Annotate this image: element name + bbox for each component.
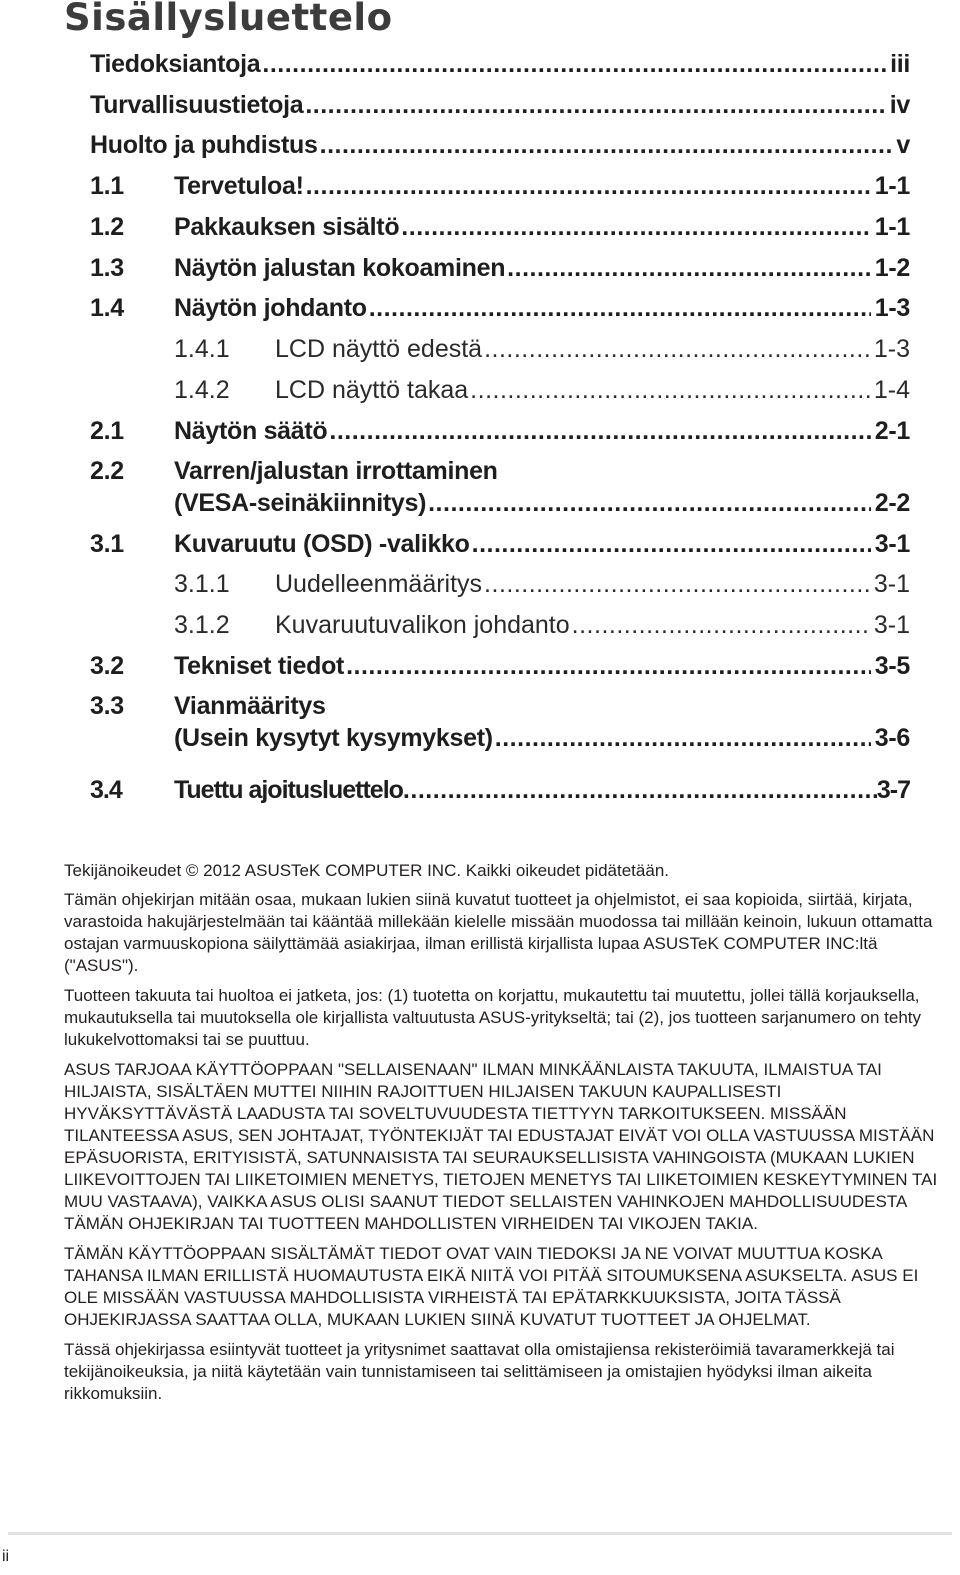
toc-section-number: 3.3 bbox=[90, 692, 124, 720]
toc-entry-huolto[interactable] bbox=[90, 129, 910, 161]
toc-title: Tekniset tiedot bbox=[174, 652, 345, 680]
toc-page-number: 3-6 bbox=[874, 724, 910, 752]
toc-page-number: 3-1 bbox=[873, 570, 910, 598]
toc-leader bbox=[401, 211, 870, 243]
toc-entry-1-4[interactable] bbox=[90, 292, 910, 324]
toc-title: LCD näyttö takaa bbox=[275, 376, 469, 404]
toc-page-number: 1-3 bbox=[874, 294, 910, 322]
toc-page-number: iii bbox=[890, 50, 910, 78]
toc-section-number: 1.4.2 bbox=[174, 376, 230, 404]
toc-leader bbox=[507, 252, 871, 284]
toc-title: Näytön johdanto bbox=[174, 294, 367, 322]
toc-section-number: 1.4.1 bbox=[174, 335, 230, 363]
copyright-paragraph: Tämän ohjekirjan mitään osaa, mukaan lukien siinä kuvatut tuotteet ja ohjelmistot, ei saa kopioida, siirtää, kirjata, varastoida hakujärjestelmään tai kääntää millekään kielelle missään muodossa tai millään keinoin, lukuun ottamatta ostajan varmuuskopiona säilyttämää asiakirjaa, ilman erillistä kirjallista lupaa ASUSTeK COMPUTER INC:ltä ("ASUS"). bbox=[64, 890, 933, 975]
toc-section-number: 1.2 bbox=[90, 213, 124, 241]
warranty-paragraph: Tuotteen takuuta tai huoltoa ei jatketa, jos: (1) tuotetta on korjattu, mukautettu tai muutettu, jollei tällä korjauksella, mukautuksella tai muutoksella ole kirjallista valtuutusta ASUS-yritykseltä; tai (2), jos tuotteen sarjanumero on tehty lukukelvottomaksi tai se puuttuu. bbox=[64, 986, 922, 1049]
toc-title: Turvallisuustietoja bbox=[90, 91, 304, 119]
toc-title: Tiedoksiantoja bbox=[90, 50, 261, 78]
toc-leader bbox=[572, 609, 870, 641]
toc-page-number: v bbox=[896, 131, 910, 159]
toc-section-number: 1.1 bbox=[90, 172, 124, 200]
toc-title: Näytön säätö bbox=[174, 417, 328, 445]
toc-entry-3-1[interactable] bbox=[90, 528, 910, 560]
toc-entry-1-2[interactable] bbox=[90, 211, 910, 243]
toc-entry-2-2[interactable] bbox=[90, 455, 910, 519]
toc-leader bbox=[329, 415, 870, 447]
toc-entry-1-4-2[interactable] bbox=[174, 374, 910, 406]
toc-entry-3-2[interactable] bbox=[90, 650, 910, 682]
page-title: Sisällysluettelo bbox=[64, 0, 393, 39]
toc-leader bbox=[262, 48, 886, 80]
toc-section-number: 3.1.2 bbox=[174, 611, 230, 639]
toc-entry-3-4[interactable] bbox=[90, 774, 910, 806]
toc-title: Näytön jalustan kokoaminen bbox=[174, 254, 506, 282]
toc-title: Vianmääritys bbox=[174, 692, 326, 720]
toc-page-number: iv bbox=[889, 91, 910, 119]
toc-entry-turvallisuustietoja[interactable] bbox=[90, 89, 910, 121]
toc-entry-3-1-2[interactable] bbox=[174, 609, 910, 641]
toc-page-number: 3-5 bbox=[874, 652, 910, 680]
toc-title: LCD näyttö edestä bbox=[275, 335, 483, 363]
toc-entry-1-4-1[interactable] bbox=[174, 333, 910, 365]
toc-leader bbox=[369, 292, 871, 324]
information-paragraph: TÄMÄN KÄYTTÖOPPAAN SISÄLTÄMÄT TIEDOT OVAT VAIN TIEDOKSI JA NE VOIVAT MUUTTUA KOSKA TAHANSA ILMAN ERILLISTÄ HUOMAUTUSTA EIKÄ NIITÄ VOI PITÄÄ SITOUMUKSENA ASUKSELTA. ASUS EI OLE MISSÄÄN VASTUUSSA MAHDOLLISISTA VIRHEISTÄ TAI EPÄTARKKUUKSISTA, JOITA TÄSSÄ OHJEKIRJASSA SAATTAA OLLA, MUKAAN LUKIEN SIINÄ KUVATUT TUOTTEET JA OHJELMAT. bbox=[64, 1244, 919, 1329]
toc-page-number: 1-2 bbox=[874, 254, 910, 282]
toc-section-number: 3.2 bbox=[90, 652, 124, 680]
toc-section-number: 2.1 bbox=[90, 417, 124, 445]
toc-page-number: 1-1 bbox=[874, 172, 910, 200]
toc-title: Kuvaruutuvalikon johdanto bbox=[275, 611, 570, 639]
toc-section-number: 1.3 bbox=[90, 254, 124, 282]
toc-entry-tiedoksiantoja[interactable] bbox=[90, 48, 910, 80]
trademark-paragraph: Tässä ohjekirjassa esiintyvät tuotteet ja yritysnimet saattavat olla omistajiensa rekisteröimiä tavaramerkkejä tai tekijänoikeuksia, ja niitä käytetään vain tunnistamiseen tai selittämiseen ja omistajien hyödyksi ilman aikeita rikkomuksiin. bbox=[64, 1340, 895, 1403]
toc-entry-1-3[interactable] bbox=[90, 252, 910, 284]
toc-section-number: 2.2 bbox=[90, 457, 124, 485]
toc-entry-1-1[interactable] bbox=[90, 170, 910, 202]
toc-leader bbox=[320, 129, 893, 161]
footer-divider bbox=[8, 1532, 952, 1535]
toc-leader bbox=[428, 487, 871, 519]
toc-title: Pakkauksen sisältö bbox=[174, 213, 400, 241]
toc-page-number: 3-1 bbox=[874, 530, 910, 558]
toc-title: Tervetuloa! bbox=[174, 172, 304, 200]
toc-page-number: 1-3 bbox=[873, 335, 910, 363]
toc-section-number: 3.1.1 bbox=[174, 570, 230, 598]
toc-leader bbox=[306, 170, 871, 202]
toc-title: Huolto ja puhdistus bbox=[90, 131, 318, 159]
toc-section-number: 3.1 bbox=[90, 530, 124, 558]
toc-section-number: 3.4 bbox=[90, 776, 122, 804]
page-number: ii bbox=[2, 1548, 10, 1565]
toc-title-continuation: (Usein kysytyt kysymykset) bbox=[174, 724, 493, 752]
toc-page-number: 2-2 bbox=[874, 489, 910, 517]
toc-title: Varren/jalustan irrottaminen bbox=[174, 457, 498, 485]
toc-leader bbox=[470, 374, 870, 406]
toc-leader bbox=[346, 650, 871, 682]
toc-leader bbox=[484, 568, 870, 600]
toc-leader bbox=[495, 722, 871, 754]
toc-page-number: 2-1 bbox=[874, 417, 910, 445]
toc-leader bbox=[305, 89, 885, 121]
toc-title: Kuvaruutu (OSD) -valikko bbox=[174, 530, 470, 558]
toc-entry-2-1[interactable] bbox=[90, 415, 910, 447]
toc-entry-3-3[interactable] bbox=[90, 690, 910, 754]
toc-leader bbox=[472, 528, 871, 560]
toc-page-number: 1-4 bbox=[873, 376, 910, 404]
toc-page-number: 3-1 bbox=[873, 611, 910, 639]
copyright-section bbox=[64, 860, 944, 1413]
toc-page-number: 3-7 bbox=[876, 776, 910, 804]
toc-title: Uudelleenmääritys bbox=[275, 570, 483, 598]
disclaimer-paragraph: ASUS TARJOAA KÄYTTÖOPPAAN "SELLAISENAAN" ILMAN MINKÄÄNLAISTA TAKUUTA, ILMAISTUA TAI HILJAISTA, SISÄLTÄEN MUTTEI NIIHIN RAJOITTUEN HILJAISEN TAKUUN KAUPALLISESTI HYVÄKSYTTÄVÄSTÄ LAADUSTA TAI SOVELTUVUUDESTA TIETTYYN TARKOITUKSEEN. MISSÄÄN TILANTEESSA ASUS, SEN JOHTAJAT, TYÖNTEKIJÄT TAI EDUSTAJAT EIVÄT VOI OLLA VASTUUSSA MISTÄÄN EPÄSUORISTA, ERITYISISTÄ, SATUNNAISISTA TAI SEURAUKSELLISISTA VAHINGOISTA (MUKAAN LUKIEN LIIKEVOITTOJEN TAI LIIKETOIMIEN MENETYS, TIETOJEN MENETYS TAI LIIKETOIMIEN KESKEYTYMINEN TAI MUU VASTAAVA), VAIKKA ASUS OLISI SAANUT TIEDOT SELLAISTEN VAHINKOJEN MAHDOLLISUUDESTA TÄMÄN OHJEKIRJAN TAI TUOTTEEN MAHDOLLISTEN VIRHEIDEN TAI VIKOJEN TAKIA. bbox=[64, 1060, 938, 1233]
toc-title-continuation: (VESA-seinäkiinnitys) bbox=[174, 489, 427, 517]
toc-leader bbox=[484, 333, 870, 365]
copyright-notice: Tekijänoikeudet © 2012 ASUSTeK COMPUTER INC. Kaikki oikeudet pidätetään. bbox=[64, 861, 669, 880]
toc-entry-3-1-1[interactable] bbox=[174, 568, 910, 600]
toc-leader bbox=[403, 774, 877, 806]
toc-page-number: 1-1 bbox=[874, 213, 910, 241]
toc-section-number: 1.4 bbox=[90, 294, 124, 322]
toc-title: Tuettu ajoitusluettelo bbox=[174, 776, 403, 804]
